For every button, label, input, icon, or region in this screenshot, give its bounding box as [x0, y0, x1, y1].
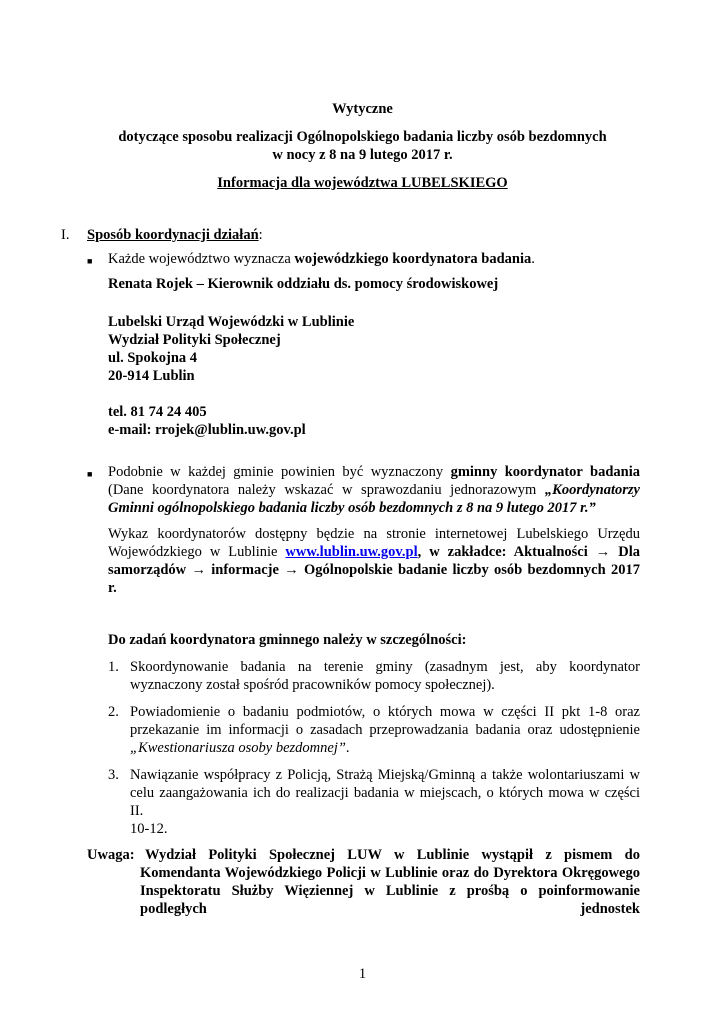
task-2-line1: Powiadomienie o badaniu podmiotów, o których mowa w części II pkt 1-8 oraz [130, 704, 640, 720]
bullet-2-line3: Gminni ogólnopolskiego badania liczby osób bezdomnych z 8 na 9 lutego 2017 r.” [108, 500, 596, 516]
wykaz-line3: samorządów → informacje → Ogólnopolskie badanie liczby osób bezdomnych 2017 [108, 562, 640, 578]
questionnaire-title: „Kwestionariusza osoby bezdomnej” [130, 740, 346, 756]
task-2-line3-end: . [345, 740, 350, 756]
lublin-website-link[interactable]: www.lublin.uw.gov.pl [285, 544, 418, 560]
wykaz-line4: r. [108, 580, 117, 596]
task-3-number: 3. [108, 767, 119, 783]
note-line4-right: jednostek [580, 901, 640, 917]
note-line2: Komendanta Wojewódzkiego Policji w Lublinie oraz do Dyrektora Okręgowego [140, 865, 640, 881]
bullet-2-line1-bold: gminny koordynator badania [450, 464, 640, 480]
task-3-line3: II. [130, 803, 144, 819]
bullet-2-line1-pre: Podobnie w każdej gminie powinien być wyznaczony [108, 464, 451, 480]
contact-org-line2: Wydział Polityki Społecznej [108, 332, 281, 348]
document-subtitle-line1: dotyczące sposobu realizacji Ogólnopolskiego badania liczby osób bezdomnych [118, 129, 607, 145]
section-numeral: I. [61, 227, 70, 243]
task-2-number: 2. [108, 704, 119, 720]
bullet-1-post: . [531, 251, 535, 267]
bullet-icon: ■ [87, 256, 93, 266]
wykaz-line2-pre: Wojewódzkiego w Lublinie [108, 544, 286, 560]
section-heading-text: Sposób koordynacji działań [87, 227, 259, 243]
task-2-line3 [130, 740, 350, 757]
task-2-line2: przekazanie im informacji o zasadach przeprowadzania badania oraz udostępnienie [130, 722, 640, 738]
contact-email: e-mail: rrojek@lublin.uw.gov.pl [108, 422, 306, 438]
bullet-1-bold: wojewódzkiego koordynatora badania [294, 251, 532, 267]
note-label: Uwaga: [87, 847, 135, 863]
coordinator-person: Renata Rojek – Kierownik oddziału ds. pomocy środowiskowej [108, 276, 499, 292]
task-3-line1: Nawiązanie współpracy z Policją, Strażą Miejską/Gminną a także wolontariuszami w [130, 767, 640, 783]
bullet-2-line1 [108, 464, 640, 481]
document-title: Wytyczne [332, 101, 393, 117]
wykaz-line1: Wykaz koordynatorów dostępny będzie na stronie internetowej Lubelskiego Urzędu [108, 526, 640, 542]
note-line4-left: podległych [140, 901, 207, 917]
task-1-line2: wyznaczony został spośród pracowników pomocy społecznej). [130, 677, 495, 693]
bullet-2-line2 [108, 482, 640, 499]
bullet-2-line2-pre: (Dane koordynatora należy wskazać w sprawozdaniu jednorazowym [108, 482, 545, 498]
task-3-line2: celu zaangażowania ich do realizacji badania w miejscach, o których mowa w części [130, 785, 640, 801]
wykaz-line2-post: , w zakładce: Aktualności → Dla [417, 544, 640, 560]
document-subtitle-line2: w nocy z 8 na 9 lutego 2017 r. [272, 147, 453, 163]
voivodeship-heading-text: Informacja dla województwa LUBELSKIEGO [217, 175, 508, 191]
voivodeship-heading [0, 175, 725, 192]
bullet-1-pre: Każde województwo wyznacza [108, 251, 295, 267]
page-number: 1 [358, 966, 367, 982]
note-line3: Inspektoratu Służby Więziennej w Lublinie z prośbą o poinformowanie [140, 883, 640, 899]
bullet-1-text [108, 251, 535, 268]
section-heading [87, 227, 263, 244]
task-3-line4: 10-12. [130, 821, 168, 837]
bullet-2-line2-italic: „Koordynatorzy [544, 482, 640, 498]
note-line1: Wydział Polityki Społecznej LUW w Lublinie wystąpił z pismem do [145, 847, 640, 863]
task-1-line1: Skoordynowanie badania na terenie gminy (zasadnym jest, aby koordynator [130, 659, 640, 675]
contact-city: 20-914 Lublin [108, 368, 195, 384]
contact-org-line1: Lubelski Urząd Wojewódzki w Lublinie [108, 314, 355, 330]
contact-phone: tel. 81 74 24 405 [108, 404, 207, 420]
wykaz-line2 [108, 544, 640, 561]
tasks-heading: Do zadań koordynatora gminnego należy w szczególności: [108, 632, 467, 648]
contact-street: ul. Spokojna 4 [108, 350, 198, 366]
section-heading-colon: : [258, 227, 263, 243]
bullet-icon: ■ [87, 469, 93, 479]
task-1-number: 1. [108, 659, 119, 675]
